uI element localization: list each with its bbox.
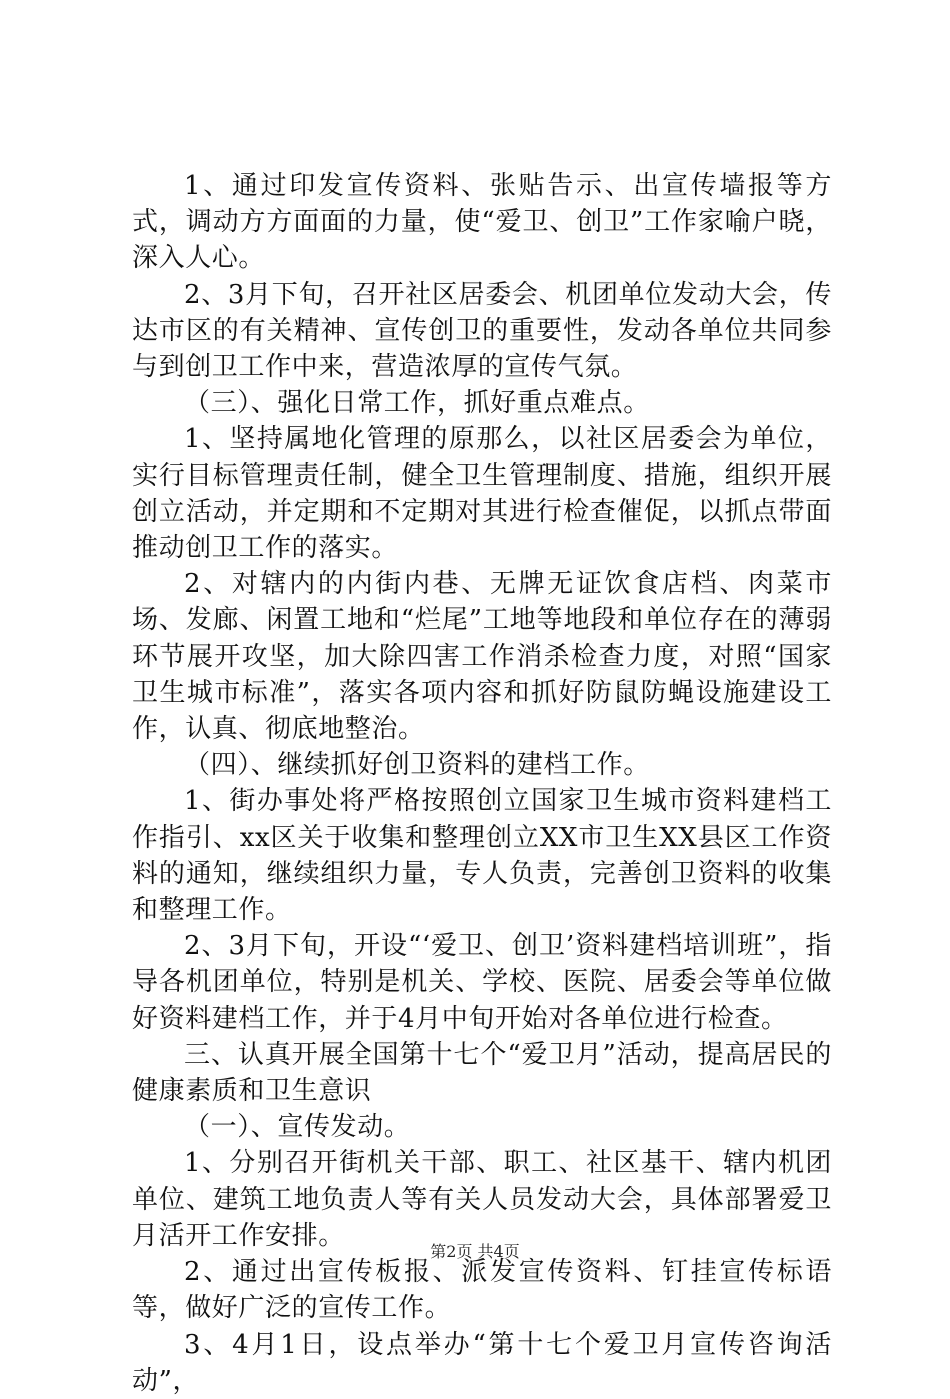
section-heading-3: （三）、强化日常工作，抓好重点难点。	[184, 388, 650, 419]
paragraph-12: 2、通过出宣传板报、派发宣传资料、钉挂宣传标语等，做好广泛的宣传工作。	[132, 1257, 832, 1324]
paragraph-8: 2、3月下旬，开设“‘爱卫、创卫’资料建档培训班”，指导各机团单位，特别是机关、学校、医院、居委会等单位做好资料建档工作，并于4月中旬开始对各单位进行检查。	[132, 931, 832, 1034]
section-heading-1: （一）、宣传发动。	[184, 1112, 411, 1143]
paragraph-2: 2、3月下旬，召开社区居委会、机团单位发动大会，传达市区的有关精神、宣传创卫的重要性，发动各单位共同参与到创卫工作中来，营造浓厚的宣传气氛。	[132, 279, 832, 383]
chapter-heading-3: 三、认真开展全国第十七个“爱卫月”活动，提高居民的健康素质和卫生意识	[132, 1039, 832, 1107]
paragraph-4: 1、坚持属地化管理的原那么，以社区居委会为单位，实行目标管理责任制，健全卫生管理制度、措施，组织开展创立活动，并定期和不定期对其进行检查催促，以抓点带面推动创卫工作的落实。	[132, 424, 832, 564]
section-heading-4: （四）、继续抓好创卫资料的建档工作。	[184, 750, 650, 781]
paragraph-5: 2、对辖内的内街内巷、无牌无证饮食店档、肉菜市场、发廊、闲置工地和“烂尾”工地等地段和单位存在的薄弱环节展开攻坚，加大除四害工作消杀检查力度，对照“国家卫生城市标准”，落实各项内容和抓好防鼠防蝇设施建设工作，认真、彻底地整治。	[132, 569, 832, 745]
paragraph-13: 3、4月1日，设点举办“第十七个爱卫月宣传咨询活动”，	[132, 1329, 832, 1396]
paragraph-1: 1、通过印发宣传资料、张贴告示、出宣传墙报等方式，调动方方面面的力量，使“爱卫、创卫”工作家喻户晓，深入人心。	[132, 171, 832, 274]
paragraph-11: 1、分别召开街机关干部、职工、社区基干、辖内机团单位、建筑工地负责人等有关人员发动大会，具体部署爱卫月活开工作安排。	[132, 1148, 832, 1251]
document-body	[132, 168, 832, 1399]
paragraph-7: 1、街办事处将严格按照创立国家卫生城市资料建档工作指引、xx区关于收集和整理创立XX市卫生XX县区工作资料的通知，继续组织力量，专人负责，完善创卫资料的收集和整理工作。	[132, 786, 832, 926]
page-footer: 第2页 共4页	[430, 1242, 520, 1261]
